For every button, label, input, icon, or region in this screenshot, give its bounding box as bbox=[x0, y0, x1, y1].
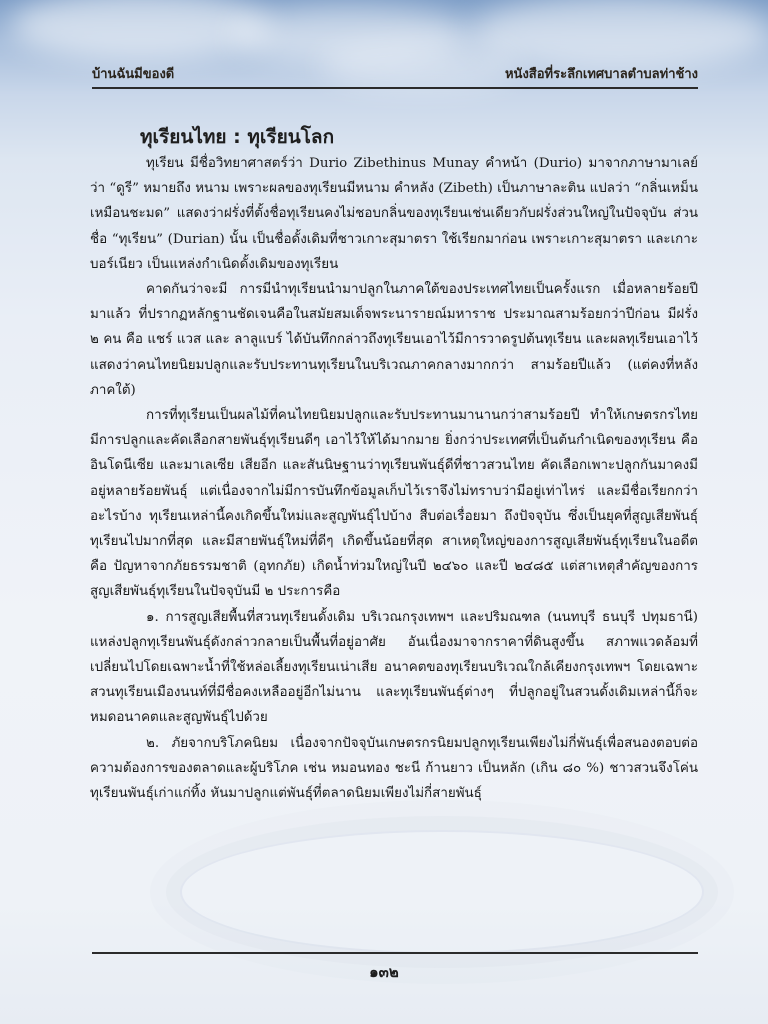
article-body bbox=[90, 151, 698, 806]
header-right-title: หนังสือที่ระลึกเทศบาลตำบลท่าช้าง bbox=[504, 67, 698, 82]
running-header bbox=[92, 66, 698, 86]
paragraph: การที่ทุเรียนเป็นผลไม้ที่คนไทยนิยมปลูกและรับประทานมานานกว่าสามร้อยปี ทำให้เกษตรกรไทยมีการปลูกและคัดเลือกสายพันธุ์ทุเรียนดีๆ เอาไว้ให้ได้มากมาย ยิ่งกว่าประเทศที่เป็นต้นกำเนิดของทุเรียน คืออินโดนีเซีย และมาเลเซีย เสียอีก และสันนิษฐานว่าทุเรียนพันธุ์ดีที่ชาวสวนไทย คัดเลือกเพาะปลูกกันมาคงมีอยู่หลายร้อยพันธุ์ แต่เนื่องจากไม่มีการบันทึกข้อมูลเก็บไว้เราจึงไม่ทราบว่ามีอยู่เท่าไหร่ และมีชื่อเรียกกว่าอะไรบ้าง ทุเรียนเหล่านี้คงเกิดขึ้นใหม่และสูญพันธุ์ไปบ้าง สืบต่อเรื่อยมา ถึงปัจจุบัน ซึ่งเป็นยุคที่สูญเสียพันธุ์ทุเรียนไปมากที่สุด และมีสายพันธุ์ใหม่ที่ดีๆ เกิดขึ้นน้อยที่สุด สาเหตุใหญ่ของการสูญเสียพันธุ์ทุเรียนในอดีตคือ ปัญหาจากภัยธรรมชาติ (อุทกภัย) เกิดน้ำท่วมใหญ่ในปี ๒๔๖๐ และปี ๒๔๘๕ แต่สาเหตุสำคัญของการสูญเสียพันธุ์ทุเรียนในปัจจุบันมี ๒ ประการคือ bbox=[90, 408, 698, 600]
header-rule bbox=[92, 87, 698, 89]
paragraph: คาดกันว่าจะมี การมีนำทุเรียนนำมาปลูกในภาคใต้ของประเทศไทยเป็นครั้งแรก เมื่อหลายร้อยปีมาแล้ว ที่ปรากฏหลักฐานชัดเจนคือในสมัยสมเด็จพระนารายณ์มหาราช ประมาณสามร้อยกว่าปีก่อน มีฝรั่ง ๒ คน คือ แชร์ แวส และ ลาลูแบร์ ได้บันทึกกล่าวถึงทุเรียนเอาไว้มีการวาดรูปต้นทุเรียน และผลทุเรียนเอาไว้ แสดงว่าคนไทยนิยมปลูกและรับประทานทุเรียนในบริเวณภาคกลางมากกว่า สามร้อยปีแล้ว (แต่คงที่หลังภาคใต้) bbox=[90, 282, 698, 398]
paragraph: ๒. ภัยจากบริโภคนิยม เนื่องจากปัจจุบันเกษตรกรนิยมปลูกทุเรียนเพียงไม่กี่พันธุ์เพื่อสนองตอบต่อความต้องการของตลาดและผู้บริโภค เช่น หมอนทอง ชะนี ก้านยาว เป็นหลัก (เกิน ๘๐ %) ชาวสวนจึงโค่นทุเรียนพันธุ์เก่าแก่ทิ้ง หันมาปลูกแต่พันธุ์ที่ตลาดนิยมเพียงไม่กี่สายพันธุ์ bbox=[90, 735, 698, 802]
paragraph: ทุเรียน มีชื่อวิทยาศาสตร์ว่า Durio Zibethinus Munay คำหน้า (Durio) มาจากภาษามาเลย์ว่า “ดูรี” หมายถึง หนาม เพราะผลของทุเรียนมีหนาม คำหลัง (Zibeth) เป็นภาษาละติน แปลว่า “กลิ่นเหม็นเหมือนชะมด” แสดงว่าฝรั่งที่ตั้งชื่อทุเรียนคงไม่ชอบกลิ่นของทุเรียนเช่นเดียวกับฝรั่งส่วนใหญ่ในปัจจุบัน ส่วนชื่อ “ทุเรียน” (Durian) นั้น เป็นชื่อดั้งเดิมที่ชาวเกาะสุมาตรา ใช้เรียกมาก่อน เพราะเกาะสุมาตรา และเกาะบอร์เนียว เป็นแหล่งกำเนิดดั้งเดิมของทุเรียน bbox=[90, 156, 698, 272]
paragraph: ๑. การสูญเสียพื้นที่สวนทุเรียนดั้งเดิม บริเวณกรุงเทพฯ และปริมณฑล (นนทบุรี ธนบุรี ปทุมธานี) แหล่งปลูกทุเรียนพันธุ์ดังกล่าวกลายเป็นพื้นที่อยู่อาศัย อันเนื่องมาจากราคาที่ดินสูงขึ้น สภาพแวดล้อมที่เปลี่ยนไปโดยเฉพาะน้ำที่ใช้หล่อเลี้ยงทุเรียนเน่าเสีย อนาคตของทุเรียนบริเวณใกล้เคียงกรุงเทพฯ โดยเฉพาะสวนทุเรียนเมืองนนท์ที่มีชื่อคงเหลืออยู่อีกไม่นาน และทุเรียนพันธุ์ต่างๆ ที่ปลูกอยู่ในสวนดั้งเดิมเหล่านี้ก็จะหมดอนาคตและสูญพันธุ์ไปด้วย bbox=[90, 609, 698, 726]
page-number: ๑๓๒ bbox=[369, 963, 399, 981]
article-title: ทุเรียนไทย : ทุเรียนโลก bbox=[140, 126, 335, 148]
footer-rule bbox=[92, 952, 698, 954]
header-left-title: บ้านฉันมีของดี bbox=[92, 67, 175, 82]
background-swirl bbox=[180, 830, 704, 954]
